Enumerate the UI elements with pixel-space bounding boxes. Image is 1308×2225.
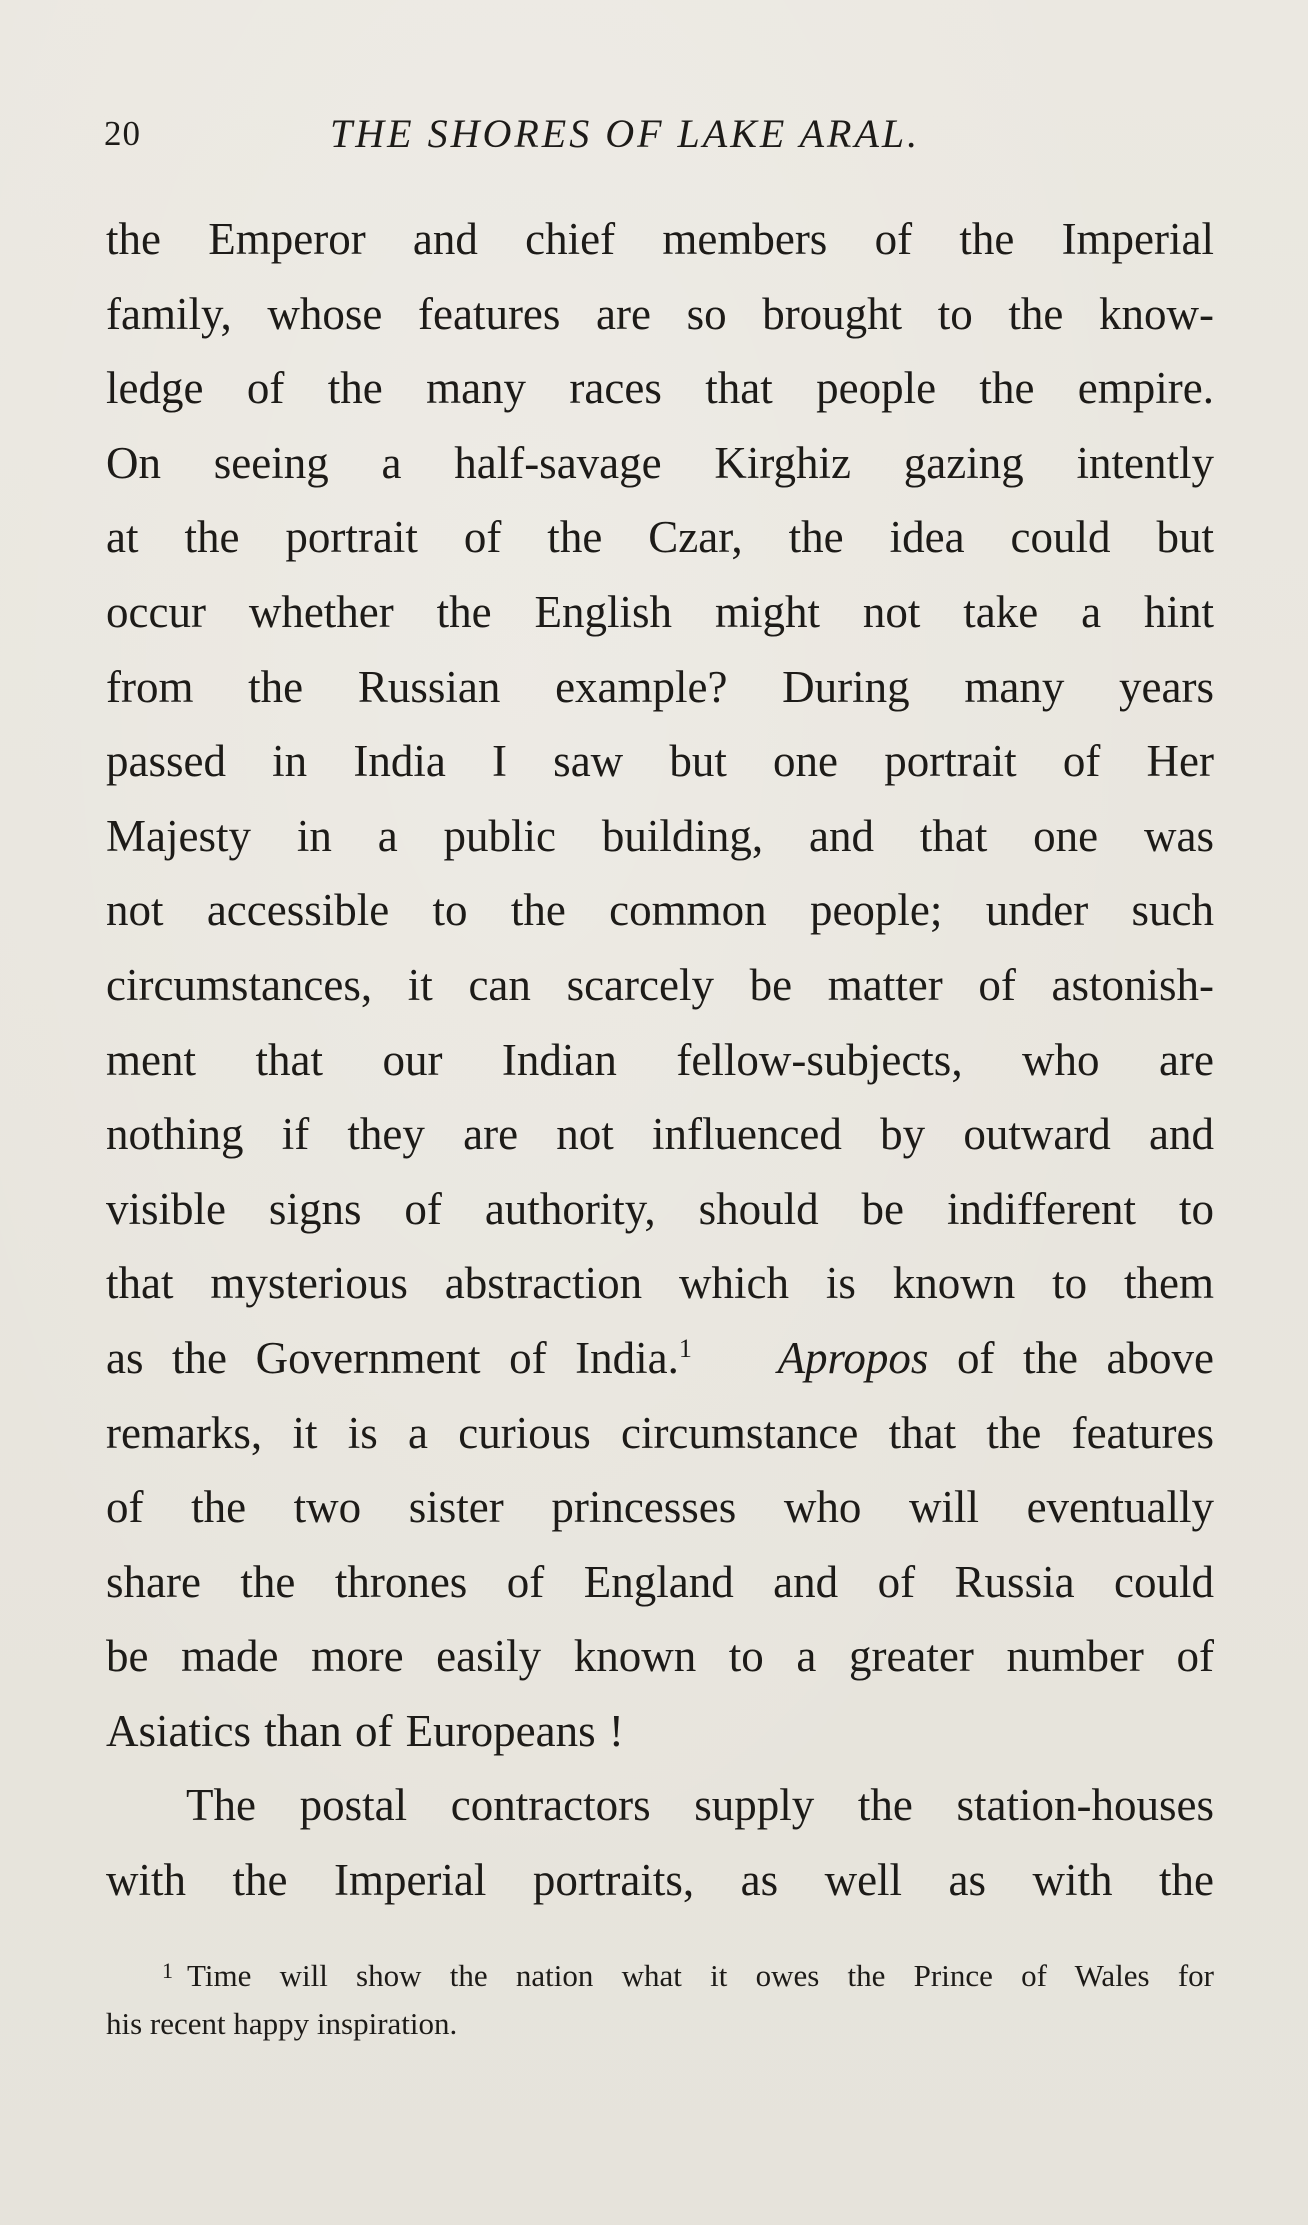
text-line: On seeing a half-savage Kirghiz gazing intently	[106, 437, 1214, 488]
text-line: Asiatics than of Europeans !	[106, 1705, 624, 1756]
text-line: family, whose features are so brought to the know-	[106, 288, 1214, 339]
text-line: ledge of the many races that people the empire.	[106, 363, 1214, 414]
text-line-with-footnote-ref	[106, 1321, 1214, 1396]
text-line: be made more easily known to a greater number of	[106, 1631, 1214, 1682]
italic-term: Apropos	[777, 1332, 929, 1383]
footnote-line	[106, 1952, 1214, 2000]
text-run: as the Government of India.	[106, 1332, 679, 1383]
text-line: occur whether the English might not take a hint	[106, 586, 1214, 637]
text-line: of the two sister princesses who will eventually	[106, 1482, 1214, 1533]
text-line: not accessible to the common people; under such	[106, 885, 1214, 936]
running-head	[0, 108, 1308, 158]
footnote-line: his recent happy inspiration.	[106, 2006, 458, 2041]
text-line: Majesty in a public building, and that one was	[106, 810, 1214, 861]
running-title: THE SHORES OF LAKE ARAL.	[330, 111, 921, 156]
footnote-text: Time will show the nation what it owes the Prince of Wales for	[187, 1958, 1214, 1993]
text-line: that mysterious abstraction which is known to them	[106, 1258, 1214, 1309]
text-line: passed in India I saw but one portrait of Her	[106, 736, 1214, 787]
text-line: share the thrones of England and of Russia could	[106, 1556, 1214, 1607]
page-number: 20	[104, 114, 141, 153]
text-line: circumstances, it can scarcely be matter of astonish-	[106, 959, 1214, 1010]
footnote	[106, 1952, 1214, 2048]
body-text	[106, 202, 1214, 1918]
footnote-marker: 1	[162, 1958, 173, 1983]
text-line: the Emperor and chief members of the Imperial	[106, 214, 1214, 264]
text-line: remarks, it is a curious circumstance that the features	[106, 1407, 1214, 1458]
text-line: with the Imperial portraits, as well as with the	[106, 1855, 1214, 1906]
footnote-reference: 1	[678, 1333, 692, 1363]
text-line: ment that our Indian fellow-subjects, who are	[106, 1034, 1214, 1085]
text-line: nothing if they are not influenced by outward and	[106, 1109, 1214, 1160]
paragraph-first-line: The postal contractors supply the station-houses	[186, 1780, 1214, 1831]
text-line: visible signs of authority, should be indifferent to	[106, 1183, 1214, 1234]
text-line: from the Russian example? During many years	[106, 661, 1214, 712]
text-run: of the above	[928, 1332, 1215, 1383]
text-line: at the portrait of the Czar, the idea could but	[106, 512, 1214, 563]
